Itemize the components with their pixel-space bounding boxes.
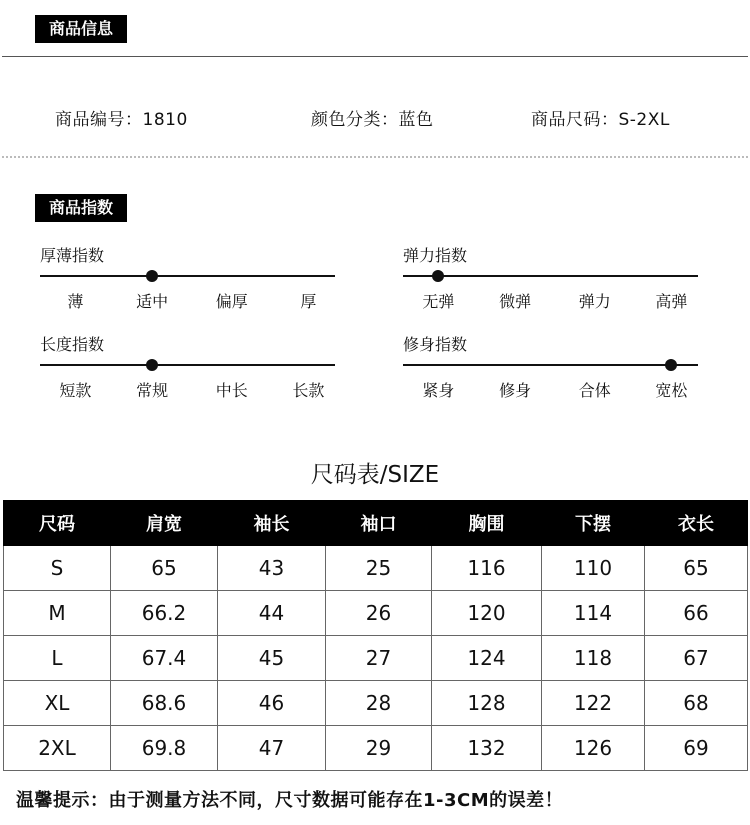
scale-line (403, 275, 698, 277)
scale-line (40, 364, 335, 366)
table-cell: 43 (218, 546, 326, 591)
table-cell: 45 (218, 636, 326, 681)
table-cell: 66.2 (111, 591, 218, 636)
table-cell: 69.8 (111, 726, 218, 771)
table-cell: 29 (326, 726, 432, 771)
scale-label: 高弹 (655, 292, 688, 311)
table-cell: 44 (218, 591, 326, 636)
scale-label: 常规 (136, 381, 169, 400)
table-row (4, 636, 748, 681)
header-sleeve-length: 袖长 (218, 501, 326, 546)
table-row (4, 681, 748, 726)
table-cell: S (4, 546, 111, 591)
table-cell: 27 (326, 636, 432, 681)
scale-label: 微弹 (499, 292, 532, 311)
table-cell: 68 (645, 681, 748, 726)
table-cell: 122 (542, 681, 645, 726)
table-row (4, 726, 748, 771)
scale-marker (146, 359, 158, 371)
table-header-row (4, 501, 748, 546)
dotted-divider (2, 156, 748, 158)
scale-label: 合体 (578, 381, 611, 400)
size-table (3, 500, 748, 771)
table-cell: L (4, 636, 111, 681)
scale-label: 偏厚 (215, 292, 248, 311)
header-chest: 胸围 (432, 501, 542, 546)
scale-line (40, 275, 335, 277)
table-cell: 69 (645, 726, 748, 771)
table-cell: 25 (326, 546, 432, 591)
scale-title: 修身指数 (403, 335, 468, 354)
scale-marker (665, 359, 677, 371)
scale-title: 厚薄指数 (40, 246, 105, 265)
scale-label: 短款 (59, 381, 92, 400)
table-cell: 118 (542, 636, 645, 681)
table-cell: 65 (111, 546, 218, 591)
scale-label: 紧身 (422, 381, 455, 400)
elasticity-scale (403, 243, 698, 313)
table-cell: 110 (542, 546, 645, 591)
header-size: 尺码 (4, 501, 111, 546)
table-row (4, 546, 748, 591)
table-cell: 2XL (4, 726, 111, 771)
table-cell: 128 (432, 681, 542, 726)
table-cell: 67.4 (111, 636, 218, 681)
table-cell: 65 (645, 546, 748, 591)
size-chart-title: 尺码表/SIZE (310, 462, 440, 488)
table-cell: 47 (218, 726, 326, 771)
table-cell: 132 (432, 726, 542, 771)
color-category: 颜色分类：蓝色 (311, 110, 434, 130)
measurement-tip: 温馨提示：由于测量方法不同，尺寸数据可能存在1-3CM的误差！ (16, 790, 564, 811)
header-length: 衣长 (645, 501, 748, 546)
thickness-scale (40, 243, 335, 313)
scale-title: 弹力指数 (403, 246, 468, 265)
table-cell: 67 (645, 636, 748, 681)
table-cell: 46 (218, 681, 326, 726)
scale-label: 中长 (215, 381, 248, 400)
scale-title: 长度指数 (40, 335, 105, 354)
scale-label: 宽松 (655, 381, 688, 400)
table-cell: 28 (326, 681, 432, 726)
scale-label: 适中 (136, 292, 169, 311)
table-cell: 126 (542, 726, 645, 771)
section-divider (2, 56, 748, 57)
table-cell: 68.6 (111, 681, 218, 726)
product-info-heading: 商品信息 (35, 15, 127, 43)
header-hem: 下摆 (542, 501, 645, 546)
header-shoulder: 肩宽 (111, 501, 218, 546)
scale-marker (432, 270, 444, 282)
table-cell: XL (4, 681, 111, 726)
table-cell: 124 (432, 636, 542, 681)
scale-label: 无弹 (422, 292, 455, 311)
scale-label: 修身 (499, 381, 532, 400)
product-indices-heading: 商品指数 (35, 194, 127, 222)
table-cell: 66 (645, 591, 748, 636)
table-cell: 116 (432, 546, 542, 591)
table-cell: M (4, 591, 111, 636)
header-cuff: 袖口 (326, 501, 432, 546)
scale-label: 弹力 (578, 292, 611, 311)
table-row (4, 591, 748, 636)
fit-scale (403, 332, 698, 402)
size-range: 商品尺码：S-2XL (531, 110, 670, 130)
table-cell: 26 (326, 591, 432, 636)
scale-line (403, 364, 698, 366)
item-number: 商品编号：1810 (55, 110, 188, 130)
table-cell: 114 (542, 591, 645, 636)
length-scale (40, 332, 335, 402)
scale-label: 长款 (292, 381, 325, 400)
scale-label: 薄 (67, 292, 84, 311)
scale-marker (146, 270, 158, 282)
table-cell: 120 (432, 591, 542, 636)
scale-label: 厚 (300, 292, 317, 311)
